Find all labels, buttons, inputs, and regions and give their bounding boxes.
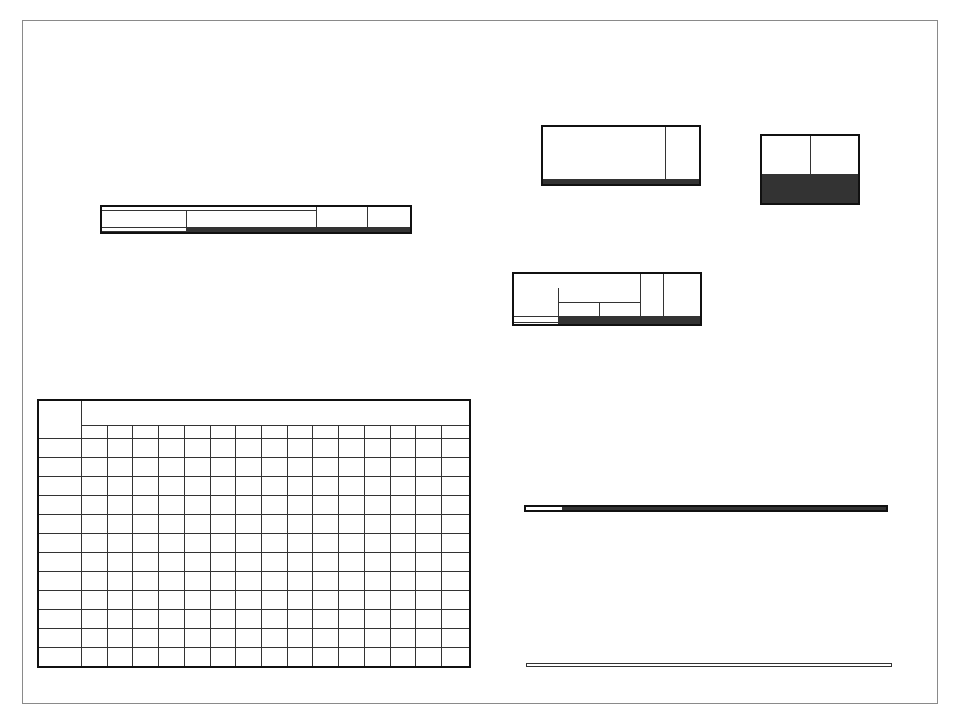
c2-cell	[210, 629, 236, 648]
c2-cell	[133, 648, 159, 668]
c2-cell	[236, 553, 262, 572]
life-desc-header	[542, 126, 666, 180]
c2-cell	[107, 496, 133, 515]
c2-cell	[82, 458, 108, 477]
c2-cell	[133, 439, 159, 458]
speed-cell	[262, 426, 288, 439]
c2-cell	[313, 439, 339, 458]
c2-cell	[236, 515, 262, 534]
c2-cell	[184, 553, 210, 572]
c2-cell	[210, 458, 236, 477]
speed-cell	[82, 426, 108, 439]
table-row	[38, 629, 470, 648]
c2-cell	[390, 591, 416, 610]
c2-cell	[416, 496, 442, 515]
load-col-header	[824, 510, 853, 512]
table-row	[38, 610, 470, 629]
c2-cell	[313, 648, 339, 668]
c2-cell	[184, 591, 210, 610]
c2-cell	[442, 477, 470, 496]
c2-cell	[262, 629, 288, 648]
rueda-value	[187, 232, 317, 234]
c2-cell	[416, 477, 442, 496]
c2-cell	[210, 572, 236, 591]
c2-cell	[107, 629, 133, 648]
c2-cell	[339, 515, 365, 534]
c2-cell	[184, 496, 210, 515]
c2-cell	[364, 439, 390, 458]
load-col-header	[708, 510, 737, 512]
c2-cell	[236, 496, 262, 515]
c2-cell	[339, 496, 365, 515]
c2-cell	[133, 610, 159, 629]
load-col-header	[563, 510, 592, 512]
c2-cell	[313, 591, 339, 610]
c2-cell	[133, 496, 159, 515]
c2-cell	[416, 629, 442, 648]
diameter-cell	[38, 572, 82, 591]
speed-cell	[339, 426, 365, 439]
c2-cell	[390, 610, 416, 629]
c2-cell	[159, 553, 185, 572]
c2-cell	[133, 553, 159, 572]
speed-cell	[236, 426, 262, 439]
n-cell	[810, 203, 859, 205]
load-col-header	[766, 510, 795, 512]
c2-cell	[210, 477, 236, 496]
c2-cell	[184, 629, 210, 648]
c2-cell	[107, 458, 133, 477]
c2-cell	[184, 439, 210, 458]
c2-cell	[262, 553, 288, 572]
c2-cell	[442, 591, 470, 610]
c2-cell	[236, 572, 262, 591]
diameter-cell	[38, 458, 82, 477]
c2-cell	[287, 553, 313, 572]
load-col-header	[592, 510, 621, 512]
rueda-header	[187, 211, 317, 228]
c2-cell	[287, 629, 313, 648]
c2-cell	[390, 477, 416, 496]
c2-cell	[236, 629, 262, 648]
c2-cell	[442, 439, 470, 458]
din-cell	[513, 323, 559, 326]
c2-cell	[82, 591, 108, 610]
c2-cell	[390, 553, 416, 572]
table-row	[38, 515, 470, 534]
c2-cell	[287, 515, 313, 534]
table-row	[38, 439, 470, 458]
speed-cell	[442, 426, 470, 439]
c2-cell	[210, 648, 236, 668]
c3-cell	[666, 184, 701, 186]
c2-cell	[159, 629, 185, 648]
c2-cell	[210, 591, 236, 610]
table-row	[38, 553, 470, 572]
c2-cell	[236, 648, 262, 668]
c2-cell	[416, 648, 442, 668]
c2-cell	[390, 629, 416, 648]
r1-header	[641, 273, 664, 317]
carril-value	[101, 232, 187, 234]
c2-cell	[107, 534, 133, 553]
table-row	[542, 184, 700, 186]
c2-cell	[442, 534, 470, 553]
speed-cell	[313, 426, 339, 439]
c2-cell	[159, 496, 185, 515]
c2-cell	[159, 515, 185, 534]
c2-cell	[262, 610, 288, 629]
c2-cell	[416, 534, 442, 553]
diameter-cell	[38, 648, 82, 668]
c2-cell	[390, 439, 416, 458]
c2-cell	[442, 610, 470, 629]
c2-cell	[339, 629, 365, 648]
table-row	[38, 477, 470, 496]
c2-cell	[184, 477, 210, 496]
c2-cell	[262, 648, 288, 668]
c2-cell	[364, 591, 390, 610]
c2-cell	[236, 610, 262, 629]
c2-cell	[364, 572, 390, 591]
diameter-cell	[38, 439, 82, 458]
c2-cell	[390, 648, 416, 668]
c1-header	[368, 206, 412, 228]
c2-cell	[313, 610, 339, 629]
padm-value	[317, 232, 368, 234]
c2-cell	[416, 515, 442, 534]
c2-cell	[107, 648, 133, 668]
c2-cell	[82, 515, 108, 534]
c2-cell	[287, 572, 313, 591]
table-row	[38, 496, 470, 515]
c2-cell	[210, 515, 236, 534]
c2-cell	[287, 534, 313, 553]
c2-cell	[107, 553, 133, 572]
c2-cell	[236, 591, 262, 610]
c2-cell	[107, 610, 133, 629]
diameter-cell	[38, 629, 82, 648]
load-col-header	[853, 510, 887, 512]
c2-cell	[287, 477, 313, 496]
load-diam-header	[525, 506, 563, 511]
load-col-header	[621, 510, 650, 512]
table-row	[38, 572, 470, 591]
c2-cell	[262, 458, 288, 477]
c2-cell	[82, 477, 108, 496]
rail-cell	[559, 324, 600, 326]
c2-cell	[236, 477, 262, 496]
segun-header	[513, 288, 559, 302]
load-note	[526, 663, 892, 667]
c2-cell	[287, 591, 313, 610]
c2-cell	[262, 515, 288, 534]
c2-cell	[339, 553, 365, 572]
speed-cell	[184, 426, 210, 439]
rail-cell	[641, 324, 664, 326]
c2-col-header	[761, 135, 810, 175]
speed-cell	[210, 426, 236, 439]
speed-cell	[287, 426, 313, 439]
c2-cell	[416, 553, 442, 572]
c2-cell	[390, 496, 416, 515]
table-row	[38, 591, 470, 610]
c2-cell	[262, 572, 288, 591]
c2-cell	[287, 648, 313, 668]
c2n-table	[760, 134, 860, 205]
c2-cell	[262, 439, 288, 458]
c2-cell	[236, 458, 262, 477]
c2-cell	[339, 591, 365, 610]
load-table	[524, 505, 888, 512]
c2-cell	[82, 439, 108, 458]
life-range-cell	[542, 184, 666, 186]
diameter-cell	[38, 477, 82, 496]
c2-cell	[210, 496, 236, 515]
diameter-cell	[38, 610, 82, 629]
c2-cell	[184, 458, 210, 477]
c2-cell	[159, 610, 185, 629]
c2-cell	[159, 534, 185, 553]
table-row	[38, 458, 470, 477]
diameter-cell	[38, 496, 82, 515]
c2-cell	[82, 534, 108, 553]
c2-cell	[416, 439, 442, 458]
table-row	[38, 648, 470, 668]
c2-cell	[364, 534, 390, 553]
c2-cell	[107, 572, 133, 591]
diameter-header	[38, 400, 82, 439]
c2-cell	[133, 572, 159, 591]
table-row	[38, 534, 470, 553]
material-table	[100, 205, 412, 234]
c2-cell	[159, 439, 185, 458]
c2-cell	[133, 534, 159, 553]
c2-cell	[390, 572, 416, 591]
c2-cell	[364, 610, 390, 629]
c2-cell	[107, 515, 133, 534]
abrev-header	[559, 288, 641, 302]
c2-cell	[159, 591, 185, 610]
c2-cell	[210, 534, 236, 553]
c2-cell	[184, 515, 210, 534]
c2-cell	[442, 496, 470, 515]
speed-cell	[107, 426, 133, 439]
c2-cell	[390, 515, 416, 534]
c2-cell	[416, 458, 442, 477]
c2-cell	[442, 572, 470, 591]
c3-header	[666, 126, 701, 180]
c2-cell	[133, 629, 159, 648]
speed-cell	[364, 426, 390, 439]
c2-cell	[364, 648, 390, 668]
c2-cell	[364, 477, 390, 496]
c2-cell	[339, 572, 365, 591]
antigua-header	[600, 302, 641, 317]
c2-cell	[339, 534, 365, 553]
c2-cell	[236, 534, 262, 553]
speed-cell	[133, 426, 159, 439]
c2-cell	[107, 591, 133, 610]
diameter-cell	[38, 534, 82, 553]
diameter-cell	[38, 553, 82, 572]
load-col-header	[679, 510, 708, 512]
k-header	[664, 273, 702, 317]
speed-row	[38, 426, 470, 439]
c2-cell	[339, 648, 365, 668]
c2-cell	[262, 591, 288, 610]
table-row	[761, 203, 859, 205]
carril-header	[101, 211, 187, 228]
load-col-header	[650, 510, 679, 512]
c2-cell	[364, 458, 390, 477]
c2-cell	[159, 458, 185, 477]
c2-cell	[761, 203, 810, 205]
c2-cell	[442, 515, 470, 534]
c2-cell	[133, 591, 159, 610]
c2-cell	[339, 458, 365, 477]
c2-cell	[364, 515, 390, 534]
c2-cell	[210, 610, 236, 629]
c2-cell	[82, 496, 108, 515]
diameter-cell	[38, 515, 82, 534]
c2-cell	[287, 439, 313, 458]
c2-cell	[313, 458, 339, 477]
c2-cell	[133, 477, 159, 496]
c2-cell	[82, 648, 108, 668]
c2-cell	[313, 477, 339, 496]
c2-cell	[107, 439, 133, 458]
life-table	[541, 125, 701, 186]
diameter-cell	[38, 591, 82, 610]
c2-cell	[442, 553, 470, 572]
carriles-header	[513, 273, 641, 288]
c2-cell	[184, 610, 210, 629]
speed-cell	[159, 426, 185, 439]
c2-cell	[159, 477, 185, 496]
speed-header	[82, 413, 471, 426]
c2-cell	[339, 439, 365, 458]
c2-cell	[339, 477, 365, 496]
c2-cell	[287, 610, 313, 629]
c2-cell	[210, 439, 236, 458]
padm-header	[317, 206, 368, 228]
c2-cell	[133, 515, 159, 534]
c2-cell	[313, 629, 339, 648]
c2-cell	[287, 496, 313, 515]
c2-cell	[416, 572, 442, 591]
c2-cell	[390, 534, 416, 553]
rail-cell	[600, 324, 641, 326]
rail-table	[512, 272, 702, 326]
c2-cell	[107, 477, 133, 496]
load-col-row	[525, 510, 887, 512]
c2-cell	[184, 648, 210, 668]
nueva-header	[559, 302, 600, 317]
c2-cell	[313, 515, 339, 534]
c2-cell	[313, 553, 339, 572]
c2-cell	[313, 534, 339, 553]
c1-value	[368, 232, 412, 234]
c2-cell	[364, 496, 390, 515]
c2-cell	[287, 458, 313, 477]
revolutions-table	[37, 399, 471, 668]
c2-cell	[82, 629, 108, 648]
c2-cell	[210, 553, 236, 572]
c2-cell	[262, 534, 288, 553]
c2-cell	[416, 591, 442, 610]
c2-cell	[159, 572, 185, 591]
c2-cell	[82, 572, 108, 591]
c2-cell	[82, 610, 108, 629]
c2-cell	[390, 458, 416, 477]
c2-cell	[82, 553, 108, 572]
c2-header	[82, 400, 471, 413]
c2-cell	[159, 648, 185, 668]
speed-cell	[416, 426, 442, 439]
c2-cell	[364, 553, 390, 572]
c2-cell	[416, 610, 442, 629]
c2-cell	[442, 458, 470, 477]
c2-cell	[133, 458, 159, 477]
load-col-header	[737, 510, 766, 512]
c2-cell	[339, 610, 365, 629]
c2-cell	[442, 629, 470, 648]
c2-cell	[262, 496, 288, 515]
c2-cell	[236, 439, 262, 458]
load-col-header	[795, 510, 824, 512]
c2-cell	[313, 496, 339, 515]
c2-cell	[313, 572, 339, 591]
c2-cell	[262, 477, 288, 496]
c2-cell	[364, 629, 390, 648]
din-header	[513, 302, 559, 317]
c2-cell	[184, 572, 210, 591]
c2-cell	[184, 534, 210, 553]
speed-cell	[390, 426, 416, 439]
c2-cell	[442, 648, 470, 668]
n-col-header	[810, 135, 859, 175]
rail-cell	[664, 324, 702, 326]
